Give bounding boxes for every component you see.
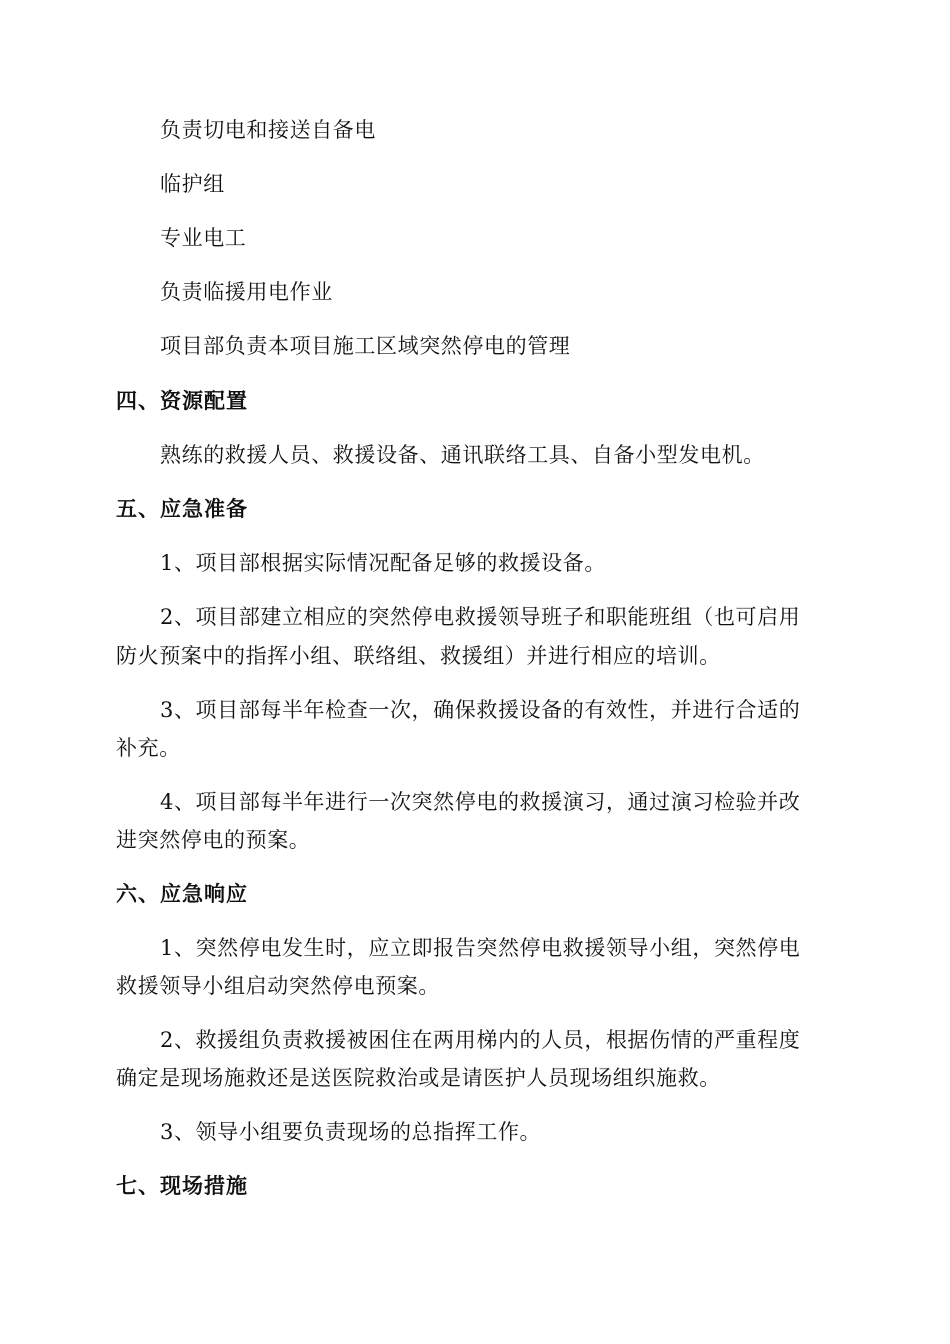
section-5-item-3-line-1: 3、项目部每半年检查一次，确保救援设备的有效性，并进行合适的 [160, 698, 801, 722]
intro-line-2: 临护组 [160, 172, 225, 196]
section-7-heading: 七、现场措施 [116, 1174, 248, 1198]
section-5-item-4-line-1: 4、项目部每半年进行一次突然停电的救援演习，通过演习检验并改 [160, 790, 801, 814]
section-5-item-3-line-2: 补充。 [116, 736, 181, 760]
intro-line-3: 专业电工 [160, 226, 247, 250]
section-6-heading: 六、应急响应 [116, 882, 248, 906]
section-5-heading: 五、应急准备 [116, 497, 248, 521]
section-6-item-2-line-2: 确定是现场施救还是送医院救治或是请医护人员现场组织施救。 [116, 1066, 721, 1090]
section-6-item-1-line-1: 1、突然停电发生时，应立即报告突然停电救援领导小组，突然停电 [160, 936, 801, 960]
section-6-item-1-line-2: 救援领导小组启动突然停电预案。 [116, 974, 440, 998]
section-5-item-1: 1、项目部根据实际情况配备足够的救援设备。 [160, 551, 606, 575]
intro-line-4: 负责临援用电作业 [160, 280, 333, 304]
section-4-heading: 四、资源配置 [116, 389, 248, 413]
section-4-paragraph: 熟练的救援人员、救援设备、通讯联络工具、自备小型发电机。 [160, 443, 765, 467]
section-5-item-2-line-1: 2、项目部建立相应的突然停电救援领导班子和职能班组（也可启用 [160, 605, 801, 629]
section-5-item-2-line-2: 防火预案中的指挥小组、联络组、救援组）并进行相应的培训。 [116, 644, 721, 668]
section-6-item-2-line-1: 2、救援组负责救援被困住在两用梯内的人员，根据伤情的严重程度 [160, 1028, 801, 1052]
section-6-item-3: 3、领导小组要负责现场的总指挥工作。 [160, 1120, 542, 1144]
section-5-item-4-line-2: 进突然停电的预案。 [116, 828, 311, 852]
intro-line-5: 项目部负责本项目施工区域突然停电的管理 [160, 334, 571, 358]
intro-line-1: 负责切电和接送自备电 [160, 118, 376, 142]
